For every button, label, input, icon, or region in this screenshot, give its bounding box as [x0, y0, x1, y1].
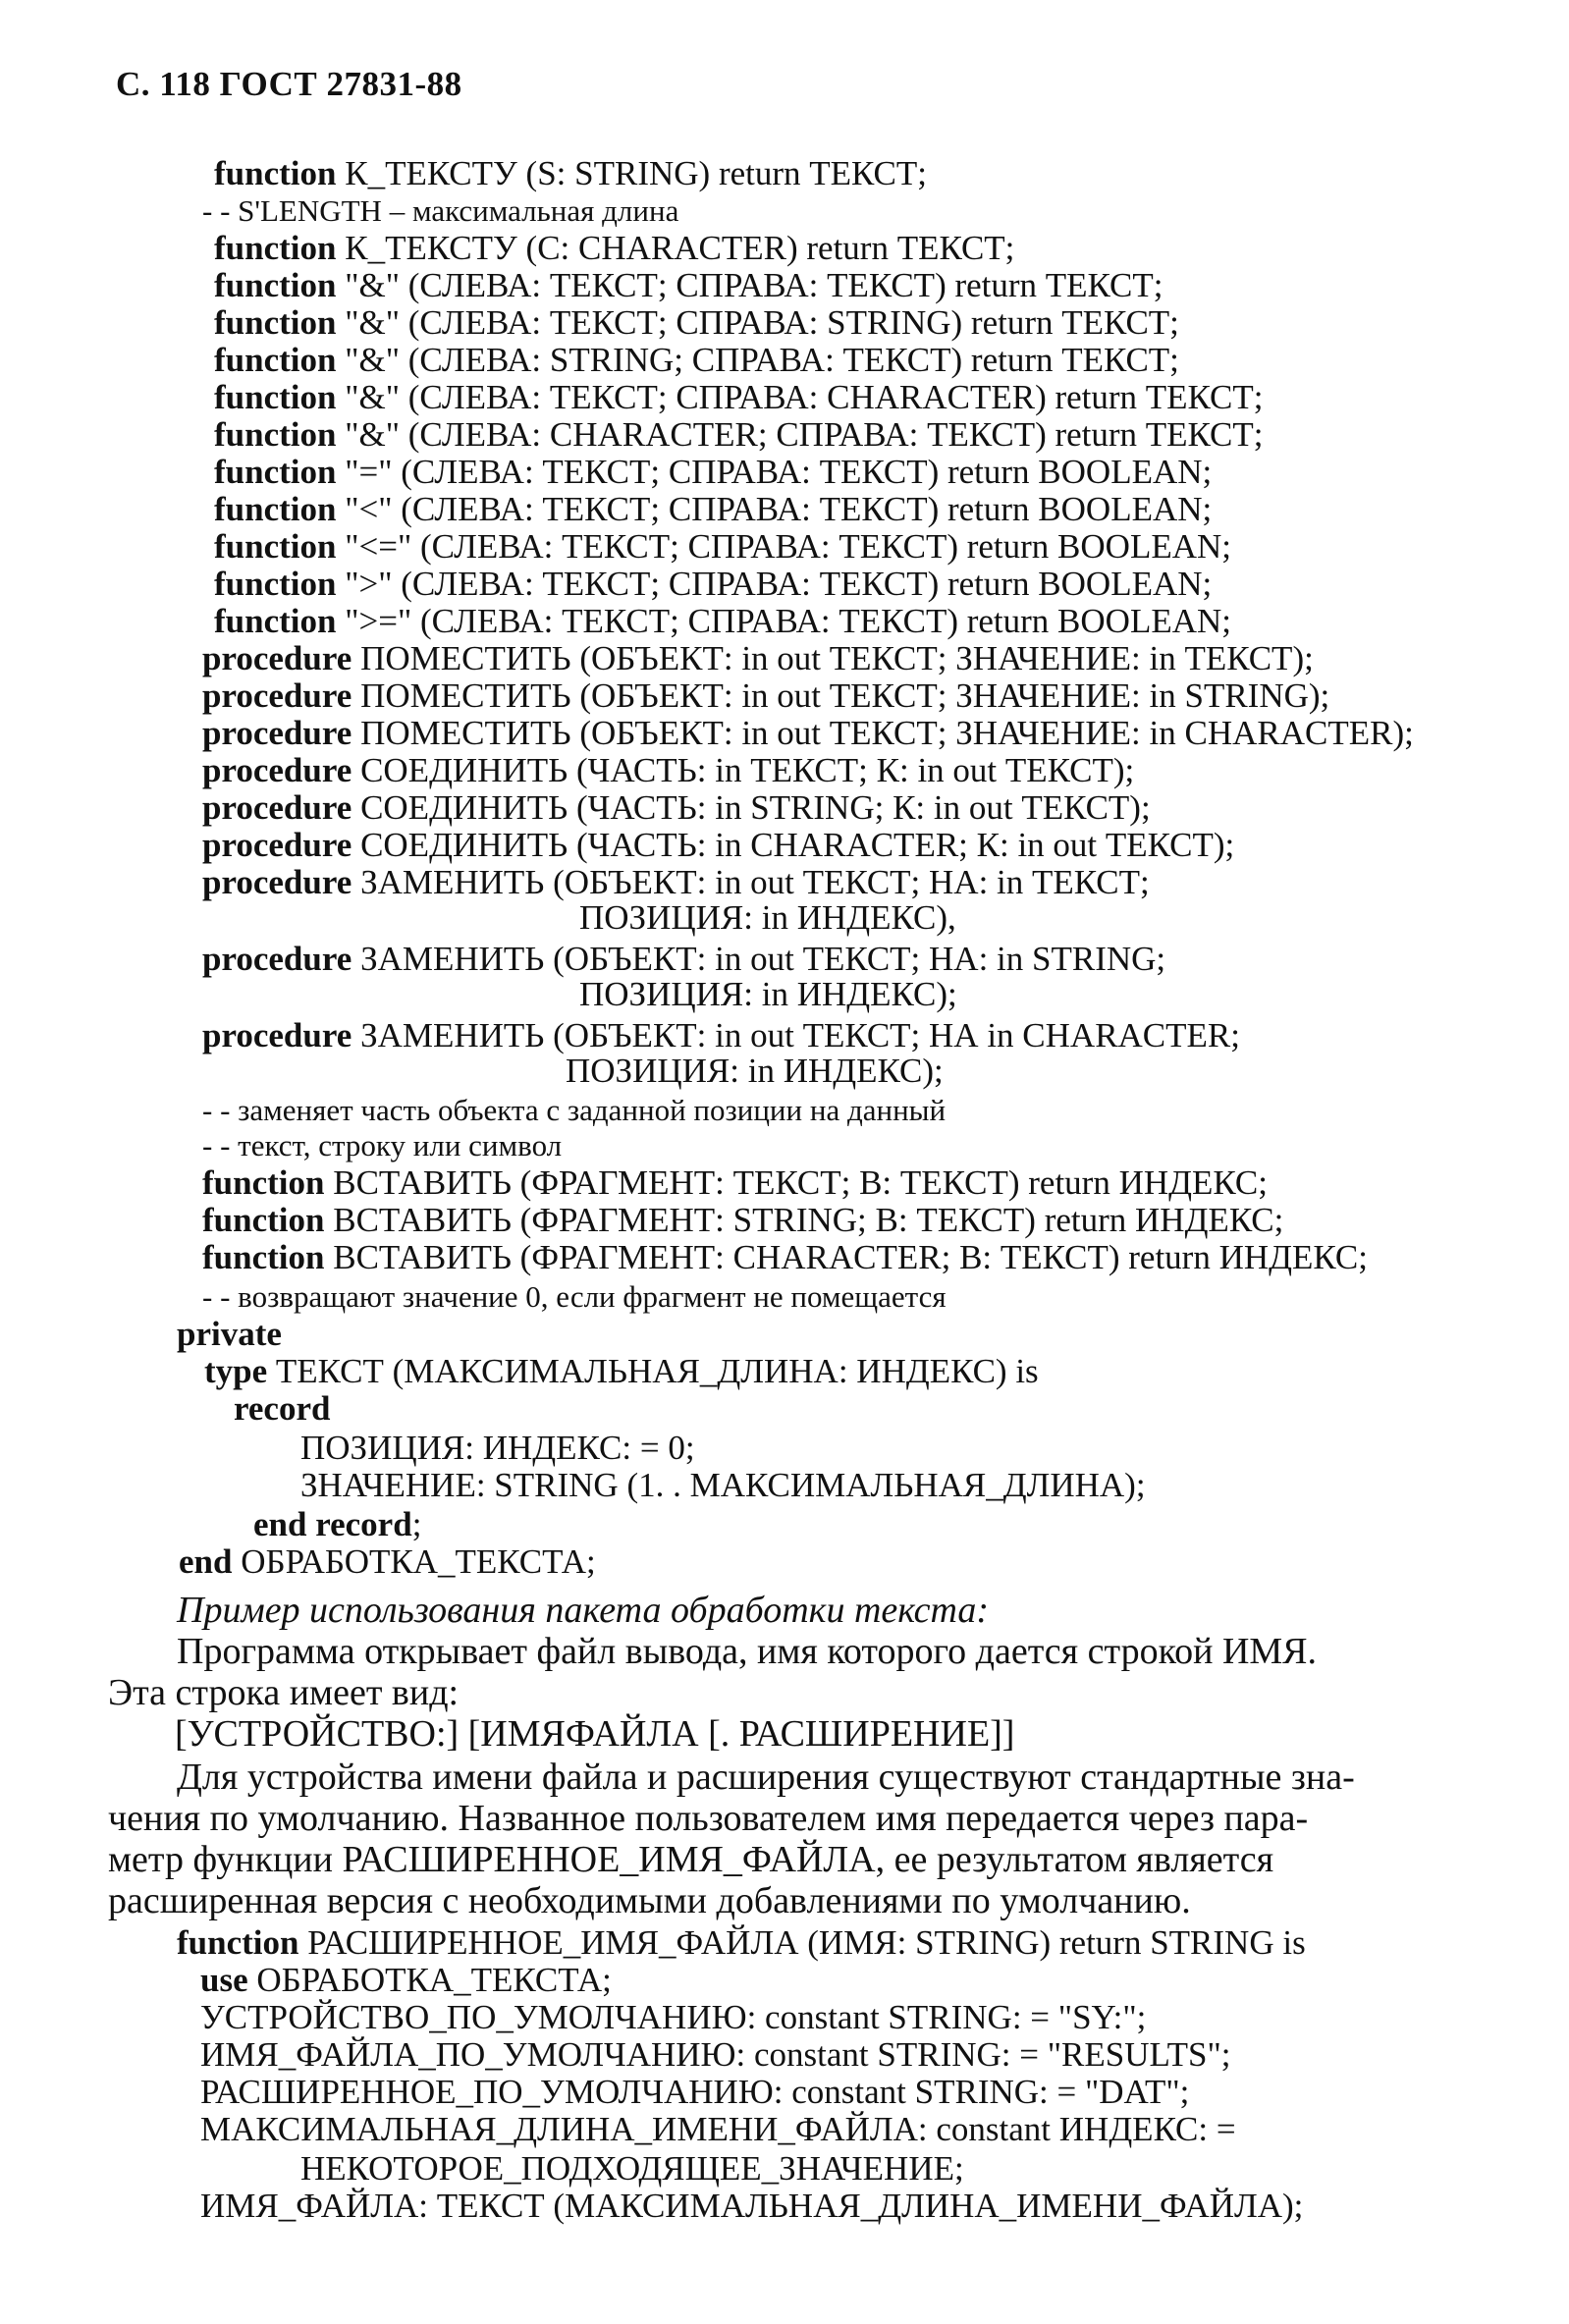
code-top-line-5: [214, 304, 1179, 342]
code-top-line-31: [202, 1278, 947, 1316]
keyword: procedure: [202, 676, 352, 715]
code-text: К_ТЕКСТУ (S: STRING) return ТЕКСТ;: [336, 154, 927, 192]
code-top-line-29: [202, 1202, 1283, 1239]
paragraph-1-line-2: Эта строка имеет вид:: [108, 1672, 460, 1713]
keyword: use: [200, 1961, 248, 1999]
keyword: end: [179, 1542, 233, 1581]
code-bottom-line-1: [177, 1924, 1306, 1962]
code-text: ПОЗИЦИЯ: in ИНДЕКС);: [579, 975, 957, 1013]
code-text: "<" (СЛЕВА: ТЕКСТ; СПРАВА: ТЕКСТ) return BOOLEAN;: [336, 490, 1213, 528]
code-text: - - заменяет часть объекта с заданной позиции на данный: [202, 1093, 947, 1127]
code-text: ;: [411, 1505, 422, 1543]
paragraph-2-line-1: Для устройства имени файла и расширения существуют стандартные зна-: [177, 1757, 1355, 1798]
code-text: УСТРОЙСТВО_ПО_УМОЛЧАНИЮ: constant STRING: = "SY:";: [200, 1998, 1147, 2036]
paragraph-1-line-1: Программа открывает файл вывода, имя которого дается строкой ИМЯ.: [177, 1631, 1318, 1672]
code-text: "&" (СЛЕВА: CHARACTER; СПРАВА: ТЕКСТ) return ТЕКСТ;: [336, 415, 1264, 454]
code-top-line-23: [579, 976, 957, 1013]
code-top-line-22: [202, 941, 1165, 978]
code-top-line-16: [202, 715, 1414, 752]
code-top-line-19: [202, 827, 1234, 864]
code-top-line-8: [214, 416, 1263, 454]
keyword: function: [202, 1201, 325, 1239]
keyword: function: [202, 1238, 325, 1276]
code-top-line-18: [202, 789, 1151, 827]
code-top-line-14: [202, 640, 1314, 677]
code-top-line-35: [300, 1430, 695, 1467]
code-text: ЗАМЕНИТЬ (ОБЪЕКТ: in out ТЕКСТ; НА in CHARACTER;: [352, 1016, 1240, 1054]
keyword: function: [177, 1923, 299, 1962]
keyword: function: [214, 341, 337, 379]
code-text: ОБРАБОТКА_ТЕКСТА;: [247, 1961, 612, 1999]
code-top-line-10: [214, 491, 1212, 528]
code-text: ТЕКСТ (МАКСИМАЛЬНАЯ_ДЛИНА: ИНДЕКС) is: [267, 1352, 1039, 1390]
keyword: procedure: [202, 863, 352, 901]
code-bottom-line-3: [200, 1999, 1146, 2036]
code-bottom-line-8: [200, 2188, 1303, 2225]
keyword: function: [214, 229, 337, 267]
code-top-line-27: [202, 1127, 562, 1164]
keyword: function: [214, 415, 337, 454]
code-top-line-13: [214, 603, 1231, 640]
code-text: ПОЗИЦИЯ: ИНДЕКС: = 0;: [300, 1429, 695, 1467]
keyword: procedure: [202, 1016, 352, 1054]
code-top-line-20: [202, 864, 1150, 901]
code-top-line-17: [202, 752, 1134, 789]
code-top-line-25: [566, 1053, 944, 1090]
keyword: procedure: [202, 788, 352, 827]
paragraph-2-line-4: расширенная версия с необходимыми добавлениями по умолчанию.: [108, 1880, 1191, 1921]
code-text: ПОМЕСТИТЬ (ОБЪЕКТ: in out ТЕКСТ; ЗНАЧЕНИЕ: in STRING);: [352, 676, 1330, 715]
code-text: ВСТАВИТЬ (ФРАГМЕНТ: CHARACTER; В: ТЕКСТ) return ИНДЕКС;: [324, 1238, 1368, 1276]
code-top-line-7: [214, 379, 1263, 416]
code-text: - - текст, строку или символ: [202, 1128, 563, 1162]
code-text: ВСТАВИТЬ (ФРАГМЕНТ: ТЕКСТ; В: ТЕКСТ) return ИНДЕКС;: [324, 1163, 1268, 1202]
syntax-line: [УСТРОЙСТВО:] [ИМЯФАЙЛА [. РАСШИРЕНИЕ]]: [175, 1713, 1015, 1755]
paragraph-2-line-3: метр функции РАСШИРЕННОЕ_ИМЯ_ФАЙЛА, ее результатом является: [108, 1839, 1274, 1880]
code-text: "&" (СЛЕВА: ТЕКСТ; СПРАВА: CHARACTER) return ТЕКСТ;: [336, 378, 1264, 416]
code-text: СОЕДИНИТЬ (ЧАСТЬ: in ТЕКСТ; К: in out ТЕКСТ);: [352, 751, 1135, 789]
code-text: РАСШИРЕННОЕ_ИМЯ_ФАЙЛА (ИМЯ: STRING) return STRING is: [298, 1923, 1306, 1962]
keyword: function: [214, 154, 337, 192]
code-top-line-36: [300, 1467, 1146, 1504]
keyword: function: [214, 602, 337, 640]
code-text: СОЕДИНИТЬ (ЧАСТЬ: in CHARACTER; К: in out ТЕКСТ);: [352, 826, 1235, 864]
code-top-line-28: [202, 1164, 1268, 1202]
code-top-line-11: [214, 528, 1231, 566]
keyword: end record: [253, 1505, 412, 1543]
code-top-line-2: [202, 192, 678, 230]
keyword: function: [214, 303, 337, 342]
code-text: ОБРАБОТКА_ТЕКСТА;: [232, 1542, 596, 1581]
code-text: "&" (СЛЕВА: ТЕКСТ; СПРАВА: ТЕКСТ) return ТЕКСТ;: [336, 266, 1163, 304]
code-top-line-12: [214, 566, 1212, 603]
keyword: function: [214, 565, 337, 603]
code-top-line-30: [202, 1239, 1368, 1276]
code-top-line-32: [177, 1316, 282, 1353]
code-text: - - S'LENGTH – максимальная длина: [202, 193, 679, 228]
keyword: function: [214, 490, 337, 528]
keyword: procedure: [202, 940, 352, 978]
code-top-line-33: [204, 1353, 1039, 1390]
code-bottom-line-2: [200, 1962, 612, 1999]
keyword: function: [214, 453, 337, 491]
code-text: К_ТЕКСТУ (С: CHARACTER) return ТЕКСТ;: [336, 229, 1015, 267]
code-text: "&" (СЛЕВА: ТЕКСТ; СПРАВА: STRING) return ТЕКСТ;: [336, 303, 1179, 342]
code-text: ">=" (СЛЕВА: ТЕКСТ; СПРАВА: ТЕКСТ) return BOOLEAN;: [336, 602, 1231, 640]
code-text: ">" (СЛЕВА: ТЕКСТ; СПРАВА: ТЕКСТ) return BOOLEAN;: [336, 565, 1213, 603]
page-header: С. 118 ГОСТ 27831-88: [116, 65, 462, 103]
code-top-line-38: [179, 1543, 596, 1581]
keyword: procedure: [202, 751, 352, 789]
code-text: ПОМЕСТИТЬ (ОБЪЕКТ: in out ТЕКСТ; ЗНАЧЕНИЕ: in ТЕКСТ);: [352, 639, 1314, 677]
code-text: МАКСИМАЛЬНАЯ_ДЛИНА_ИМЕНИ_ФАЙЛА: constant ИНДЕКС: =: [200, 2110, 1236, 2148]
code-top-line-34: [234, 1390, 330, 1428]
code-top-line-21: [579, 899, 956, 937]
code-top-line-37: [253, 1506, 421, 1543]
keyword: private: [177, 1315, 282, 1353]
code-text: ИМЯ_ФАЙЛА_ПО_УМОЛЧАНИЮ: constant STRING: = "RESULTS";: [200, 2035, 1231, 2074]
code-top-line-24: [202, 1017, 1240, 1054]
keyword: function: [202, 1163, 325, 1202]
code-bottom-line-7: [300, 2150, 964, 2188]
code-bottom-line-4: [200, 2036, 1231, 2074]
code-text: - - возвращают значение 0, если фрагмент не помещается: [202, 1279, 947, 1314]
keyword: procedure: [202, 826, 352, 864]
code-top-line-6: [214, 342, 1179, 379]
keyword: function: [214, 266, 337, 304]
code-text: ПОМЕСТИТЬ (ОБЪЕКТ: in out ТЕКСТ; ЗНАЧЕНИЕ: in CHARACTER);: [352, 714, 1414, 752]
keyword: procedure: [202, 639, 352, 677]
keyword: type: [204, 1352, 268, 1390]
code-text: ПОЗИЦИЯ: in ИНДЕКС);: [566, 1052, 944, 1090]
code-top-line-3: [214, 230, 1014, 267]
keyword: record: [234, 1389, 331, 1428]
code-bottom-line-5: [200, 2074, 1189, 2111]
paragraph-2-line-2: чения по умолчанию. Названное пользователем имя передается через пара-: [108, 1798, 1309, 1839]
code-text: НЕКОТОРОЕ_ПОДХОДЯЩЕЕ_ЗНАЧЕНИЕ;: [300, 2149, 964, 2188]
code-text: "=" (СЛЕВА: ТЕКСТ; СПРАВА: ТЕКСТ) return BOOLEAN;: [336, 453, 1213, 491]
code-text: ЗАМЕНИТЬ (ОБЪЕКТ: in out ТЕКСТ; НА: in STRING;: [352, 940, 1166, 978]
keyword: procedure: [202, 714, 352, 752]
code-top-line-4: [214, 267, 1163, 304]
code-text: СОЕДИНИТЬ (ЧАСТЬ: in STRING; К: in out ТЕКСТ);: [352, 788, 1151, 827]
code-top-line-15: [202, 677, 1329, 715]
code-text: "<=" (СЛЕВА: ТЕКСТ; СПРАВА: ТЕКСТ) return BOOLEAN;: [336, 527, 1231, 566]
keyword: function: [214, 527, 337, 566]
code-text: РАСШИРЕННОЕ_ПО_УМОЛЧАНИЮ: constant STRING: = "DAT";: [200, 2073, 1190, 2111]
code-text: ИМЯ_ФАЙЛА: ТЕКСТ (МАКСИМАЛЬНАЯ_ДЛИНА_ИМЕНИ_ФАЙЛА);: [200, 2187, 1304, 2225]
code-text: ВСТАВИТЬ (ФРАГМЕНТ: STRING; В: ТЕКСТ) return ИНДЕКС;: [324, 1201, 1284, 1239]
example-heading: Пример использования пакета обработки текста:: [177, 1590, 990, 1631]
code-text: ЗНАЧЕНИЕ: STRING (1. . МАКСИМАЛЬНАЯ_ДЛИНА);: [300, 1466, 1146, 1504]
code-text: ЗАМЕНИТЬ (ОБЪЕКТ: in out ТЕКСТ; НА: in ТЕКСТ;: [352, 863, 1150, 901]
keyword: function: [214, 378, 337, 416]
code-top-line-26: [202, 1092, 946, 1129]
code-text: "&" (СЛЕВА: STRING; СПРАВА: ТЕКСТ) return ТЕКСТ;: [336, 341, 1179, 379]
code-top-line-1: [214, 155, 927, 192]
code-top-line-9: [214, 454, 1212, 491]
code-text: ПОЗИЦИЯ: in ИНДЕКС),: [579, 898, 956, 937]
code-bottom-line-6: [200, 2111, 1236, 2148]
